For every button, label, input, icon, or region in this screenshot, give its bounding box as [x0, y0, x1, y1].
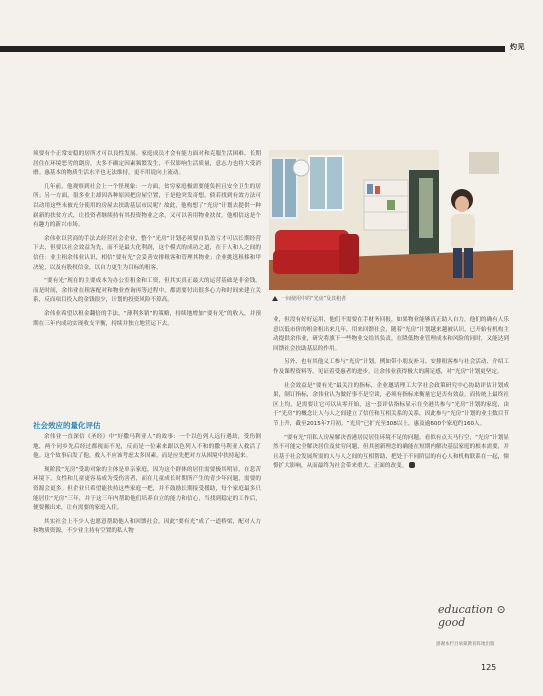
education-good-logo	[436, 598, 520, 647]
end-mark-icon	[409, 462, 415, 468]
paragraph: 业，但没有好好运用，他们不需要在手财务回报，如果物业能够真正助人自力，他们的确有人乐意以低市价的租金租出来几年，用来回馈社会，随着“光房”计划越来越被认识，已开始有机构主动提供余伟业，研究将旗下一些物业交给其负责，在降低物业管理成本和风险的同时，又能达到回馈社会扶助基层的作用。	[273, 317, 509, 352]
paragraph: 余伟业以营商的手法去经营社会企业，整个“光房”计划必须要自负盈亏才可以长期经营下去，但要以社会效益为先，而不是最大化利润，这个模式的成功之道，在于人和人之间的信任：业主租余伟业认识，相信“要有光”会妥善安排租客和管理其物业；企业挑选租移和甲决轮，以及有股权信金，以自力更生为目标的租客。	[33, 235, 261, 271]
body-column-right	[273, 316, 509, 476]
paragraph: 几年前，他观察到社会上一个怪现象：一方面，贫穷家庭极需要能负担且安全卫生的居所；另一方面，很多业主却因各种原因把房屋空置，于是他突发奇想，倘若找到有效方法可以动用这些未被充分使用的房屋去扶助基层市民呢？故此，他构想了“光房”计划去提供一种崭新的扶贫方式，让投资者继续持有其投资物业之余，又可以善用物业扶贫，他相信这是个有趣力的新兴市场。	[33, 183, 261, 229]
paragraph: 余伟业一直深信《圣经》中“好撒马利亚人”的故事：一个以色列人远行遇劫，受伤倒地，两个同乡先后经过都视而不见，反而是一位素来跟以色列人不和的撒马利亚人救活了他。这个故事启发了他，救人不应该考虑太多因素，而是应先把对方从困境中扶持起来。	[33, 434, 261, 460]
paragraph: “要有光”现在的主要成本为办公室租金和工资，但其实真正最大的运营基础是非金钱。而是时间，余伟业在租客配对和物业查询再等过程中，都需要付出很多心力和时间来建立关系，反而项目投入的金钱很少，计划的投资风险不算高。	[33, 278, 261, 304]
paragraph: 其实社会上不少人也愿意帮助他人和回馈社会，因此“要有光”成了一道桥梁，配对人力和物质资源，不少业主持有空置的私人物	[33, 518, 261, 535]
section-heading: 社会效应的量化评估	[33, 421, 101, 430]
paragraph: 社会效益是“要有光”最关注的指标，企业邀请理工大学社会政策研究中心协助评估计划成果，制订指标，余伟业认为做好事不是空谈，必须有指标来衡量它是否有效益。而传统上最终社区上均，是需要让它可以从零开始，这一套评估指标显示在全港共参与“光房”计划的家庭，由于“光房”的概念让人与人之间建立了信任和互相关系的关系，因此参与“光房”计划的业主数目节节上升，截至2015年7月初，“光房”已扩充至308以上，惠及逾600个家庭约160人。	[273, 382, 509, 427]
paragraph: 现阶段“光房”受助对象的主体是单亲家庭，因为这个群体的居住需要极其明显，在悲苦环境下，女性和儿童更容易成为受伤害者，而在儿童成长时期所产生的青少年问题，需要的资源会更多。但企业只希望能扶持这些家庭一把，并不鼓励长期接受援助，每个家庭最多只能居住“光房”三年，并于这三年内帮助他们培养自立的能力和信心，当找到稳定的工作后，便要搬出来，让有需要的家庭入住。	[33, 466, 261, 512]
photo-illustration	[269, 150, 513, 290]
body-column-left-top	[33, 150, 261, 333]
section-tag: 灼见	[510, 43, 525, 51]
paragraph: 另外，也有其他义工参与“光房”计划，例如带小朋友补习、安排租客参与社会活动、介绍工作及课程资料等，见证着受惠者的进步，让余伟业获得极大的满足感，对“光房”计划更坚定。	[273, 359, 509, 375]
body-column-left-bottom	[33, 433, 261, 541]
logo-wordmark: education ⊙ good	[438, 603, 506, 629]
caption-marker-icon	[272, 296, 278, 301]
apartment-photo	[269, 150, 513, 290]
photo-caption	[272, 295, 346, 302]
logo-subtitle: 感谢本栏目承蒙教育阵地出版	[436, 642, 495, 647]
caption-text: 一间使用中的“光房”及其租者	[281, 296, 347, 302]
header-rule	[0, 46, 505, 52]
page-number: 125	[481, 663, 497, 672]
paragraph: 余伟业希望以租金翻倍的手法，“薄利多销”的策略，持续地增加“要有光”的收入，并预期在三年内成功实现收支平衡，持续并独立地营运下去。	[33, 310, 261, 327]
paragraph-text: “要有光”用私人房屋解决香港居民居住环境不足的问题，看似有点天马行空，“光房”计划显然不可能完全解决居住及贫穷问题，但其创新理念的确能在短期内解决基层家庭的根本需要，并且基于社会发展所需的人与人之间的互相帮助，把处于不同阶层的有心人和机构联系在一起，憧憬扩大影响，从而最终为社会带来重大、正面的改变。	[273, 434, 509, 470]
paragraph: 须要有个正常安稳的居所才可以良性发展。家庭成员才会有能力面对和克服生活困难。长期居住在环境恶劣的劏房，夫多不确定因素频繁发生，不仅影响生活质量，意志力也将大受消磨。惠基本的物质生活水平也无法维持，更不用说向上流动。	[33, 151, 261, 177]
paragraph	[273, 434, 509, 472]
